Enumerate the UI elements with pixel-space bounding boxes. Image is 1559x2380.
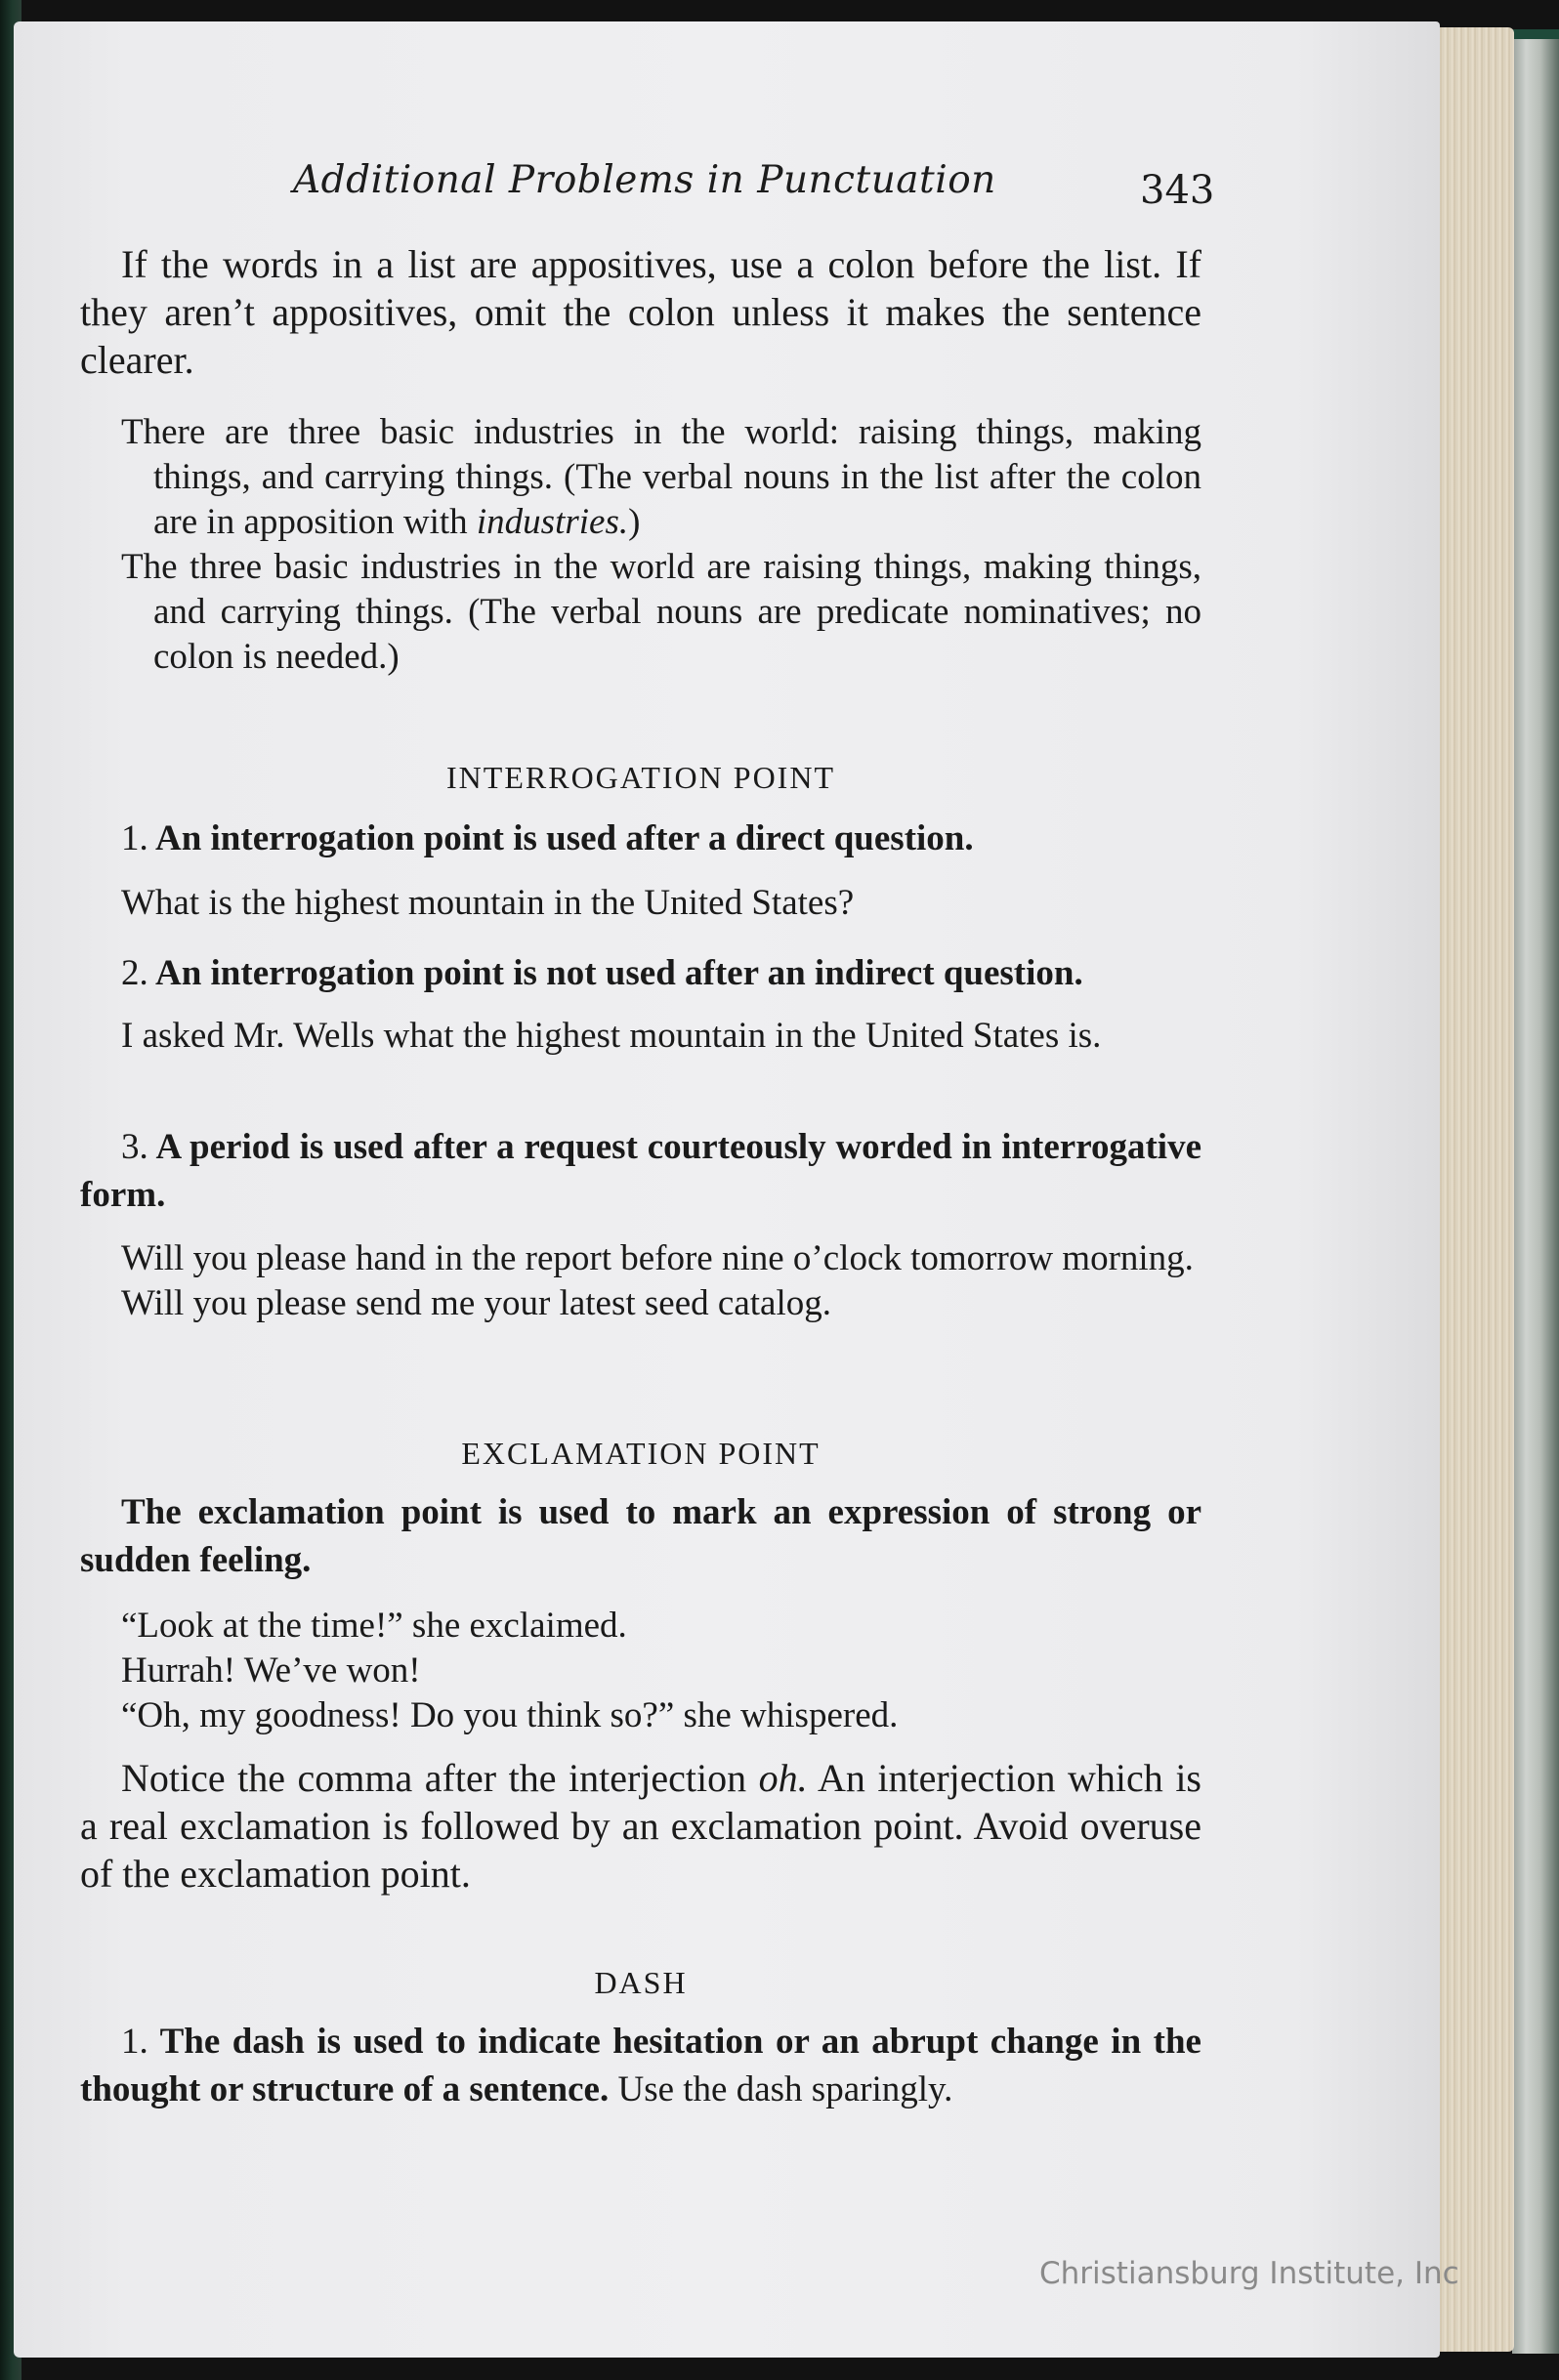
example-line: “Look at the time!” she exclaimed. xyxy=(121,1606,627,1646)
rule-number: 1. xyxy=(121,2022,148,2062)
rule-text: The dash is used to indicate hesitation or an abrupt change in the thought or structure of a sentence. xyxy=(80,2022,1201,2109)
exclamation-rule: The exclamation point is used to mark an expression of strong or sudden feeling. xyxy=(80,1492,1201,1580)
page-number: 343 xyxy=(1140,168,1215,213)
colon-example-1: There are three basic industries in the world: raising things, making things, and carrying things. (The verbal nouns in the list after the colon are in apposition with industries.) xyxy=(121,412,1201,542)
book-cover-right-edge xyxy=(1512,39,1559,2354)
rule-number: 2. xyxy=(121,953,148,993)
rule-number: 1. xyxy=(121,818,148,858)
rule-text: A period is used after a request courteously worded in interrogative form. xyxy=(80,1127,1201,1215)
exclamation-note: Notice the comma after the interjection oh. An interjection which is a real exclamation is followed by an exclamation point. Avoid overuse of the exclamation point. xyxy=(80,1756,1201,1896)
interrogation-rule-1 xyxy=(80,814,1201,862)
running-head: Additional Problems in Punctuation xyxy=(293,158,996,202)
interrogation-heading: INTERROGATION POINT xyxy=(446,760,835,795)
example-line: “Oh, my goodness! Do you think so?” she whispered. xyxy=(121,1695,899,1735)
rule-plain-text: Use the dash sparingly. xyxy=(617,2069,953,2109)
watermark: Christiansburg Institute, Inc xyxy=(1039,2256,1459,2291)
example-line: Will you please hand in the report before nine o’clock tomorrow morning. xyxy=(121,1238,1194,1278)
example-line: Will you please send me your latest seed catalog. xyxy=(121,1283,831,1323)
rule-text: An interrogation point is not used after an indirect question. xyxy=(154,953,1083,993)
page-stack-edge xyxy=(1436,27,1514,2352)
intro-paragraph: If the words in a list are appositives, use a colon before the list. If they aren’t appositives, omit the colon unless it makes the sentence clearer. xyxy=(80,242,1201,382)
rule-number: 3. xyxy=(121,1127,148,1167)
dash-rule xyxy=(80,2018,1201,2113)
example-line: Hurrah! We’ve won! xyxy=(121,1650,421,1691)
colon-example-2: The three basic industries in the world are raising things, making things, and carrying things. (The verbal nouns are predicate nominatives; no colon is needed.) xyxy=(121,547,1201,677)
intro-section xyxy=(80,240,1201,384)
interrogation-example-1: What is the highest mountain in the United States? xyxy=(121,883,855,923)
dash-heading: DASH xyxy=(594,1965,688,2000)
colon-examples xyxy=(80,410,1201,680)
interrogation-example-2: I asked Mr. Wells what the highest mountain in the United States is. xyxy=(121,1016,1102,1056)
interrogation-rule-2 xyxy=(80,949,1201,997)
interrogation-rule-3 xyxy=(80,1123,1201,1219)
rule-text: An interrogation point is used after a direct question. xyxy=(154,818,974,858)
exclamation-heading: EXCLAMATION POINT xyxy=(461,1436,821,1471)
interrogation-examples-3 xyxy=(80,1236,1201,1326)
exclamation-examples xyxy=(80,1604,1201,1738)
